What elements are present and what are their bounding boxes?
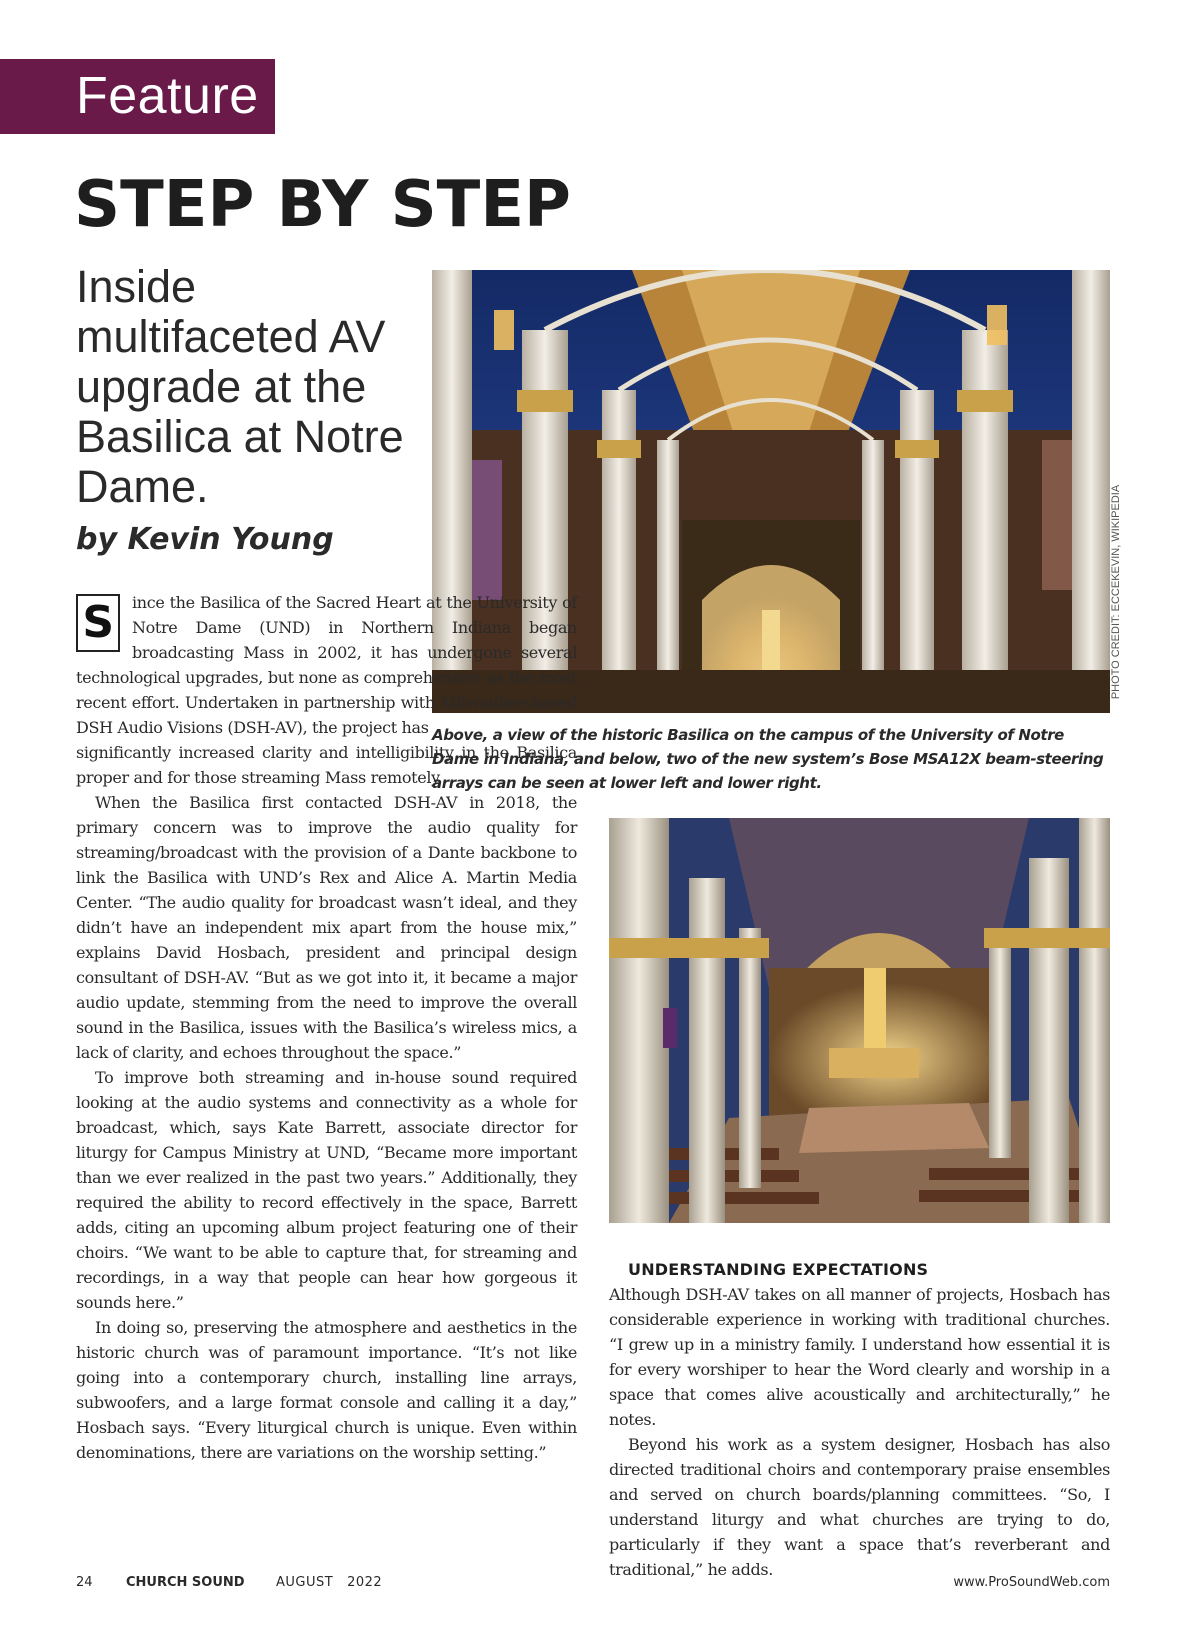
- section-subhead: UNDERSTANDING EXPECTATIONS: [628, 1260, 929, 1279]
- section-label: Feature: [76, 67, 259, 125]
- byline: by Kevin Young: [76, 522, 334, 557]
- article-column-right: [609, 1257, 1110, 1582]
- article-paragraph-5: Although DSH-AV takes on all manner of projects, Hosbach has considerable experience in working with traditional churches. “I grew up in a ministry family. I understand how essential it is for every worshiper to hear the Word clearly and worship in a space that comes alive acoustically and architecturally,” he notes.: [609, 1285, 1110, 1429]
- basilica-sanctuary-photo: [609, 818, 1110, 1223]
- drop-cap: S: [76, 594, 120, 652]
- website-url: www.ProSoundWeb.com: [953, 1575, 1110, 1590]
- headline: STEP BY STEP: [74, 168, 571, 242]
- article-paragraph-1-rest: significantly increased clarity and intelligibility in the Basilica proper and for those streaming Mass remotely.: [76, 743, 577, 787]
- photo-credit: PHOTO CREDIT: ECCEKEVIN, WIKIPEDIA: [1110, 484, 1122, 700]
- issue-date: AUGUST 2022: [276, 1575, 383, 1590]
- page-footer: [76, 1575, 1110, 1595]
- article-paragraph-1-lead: ince the Basilica of the Sacred Heart at the University of Notre Dame (UND) in Northern Indiana began broadcasting Mass in 2002, it has undergone several technological upgrades, but none as comprehensive as the most recent effort. Undertaken in partnership with Milwaukee-based DSH Audio Visions (DSH-AV), the project has: [76, 593, 577, 737]
- photo-caption: Above, a view of the historic Basilica on the campus of the University of Notre Dame in Indiana, and below, two of the new system’s Bose MSA12X beam-steering arrays can be seen at lower left and lower right.: [432, 726, 1104, 792]
- article-paragraph-4: In doing so, preserving the atmosphere and aesthetics in the historic church was of paramount importance. “It’s not like going into a contemporary church, installing line arrays, subwoofers, and a large format console and calling it a day,” Hosbach says. “Every liturgical church is unique. Even within denominations, there are variations on the worship setting.”: [76, 1318, 577, 1462]
- section-label-bar: [0, 59, 275, 134]
- article-column-left: [76, 590, 577, 1465]
- article-paragraph-2: When the Basilica first contacted DSH-AV in 2018, the primary concern was to improve the audio quality for streaming/broadcast with the provision of a Dante backbone to link the Basilica with UND’s Rex and Alice A. Martin Media Center. “The audio quality for broadcast wasn’t ideal, and they didn’t have an independent mix apart from the house mix,” explains David Hosbach, president and principal design consultant of DSH-AV. “But as we got into it, it became a major audio update, stemming from the need to improve the overall sound in the Basilica, issues with the Basilica’s wireless mics, a lack of clarity, and echoes throughout the space.”: [76, 793, 577, 1062]
- magazine-name: CHURCH SOUND: [126, 1575, 245, 1590]
- page-number: 24: [76, 1575, 93, 1590]
- article-paragraph-6: Beyond his work as a system designer, Hosbach has also directed traditional choirs and contemporary praise ensembles and served on church boards/planning committees. “So, I understand liturgy and what churches are trying to do, particularly if they want a space that’s reverberant and traditional,” he adds.: [609, 1435, 1110, 1579]
- deck-subtitle: Inside multifaceted AV upgrade at the Basilica at Notre Dame.: [76, 261, 404, 512]
- article-paragraph-3: To improve both streaming and in-house sound required looking at the audio systems and connectivity as a whole for broadcast, which, says Kate Barrett, associate director for liturgy for Campus Ministry at UND, “Became more important than we ever realized in the past two years.” Additionally, they required the ability to record effectively in the space, Barrett adds, citing an upcoming album project featuring one of their choirs. “We want to be able to capture that, for streaming and recordings, in a way that people can hear how gorgeous it sounds here.”: [76, 1068, 577, 1312]
